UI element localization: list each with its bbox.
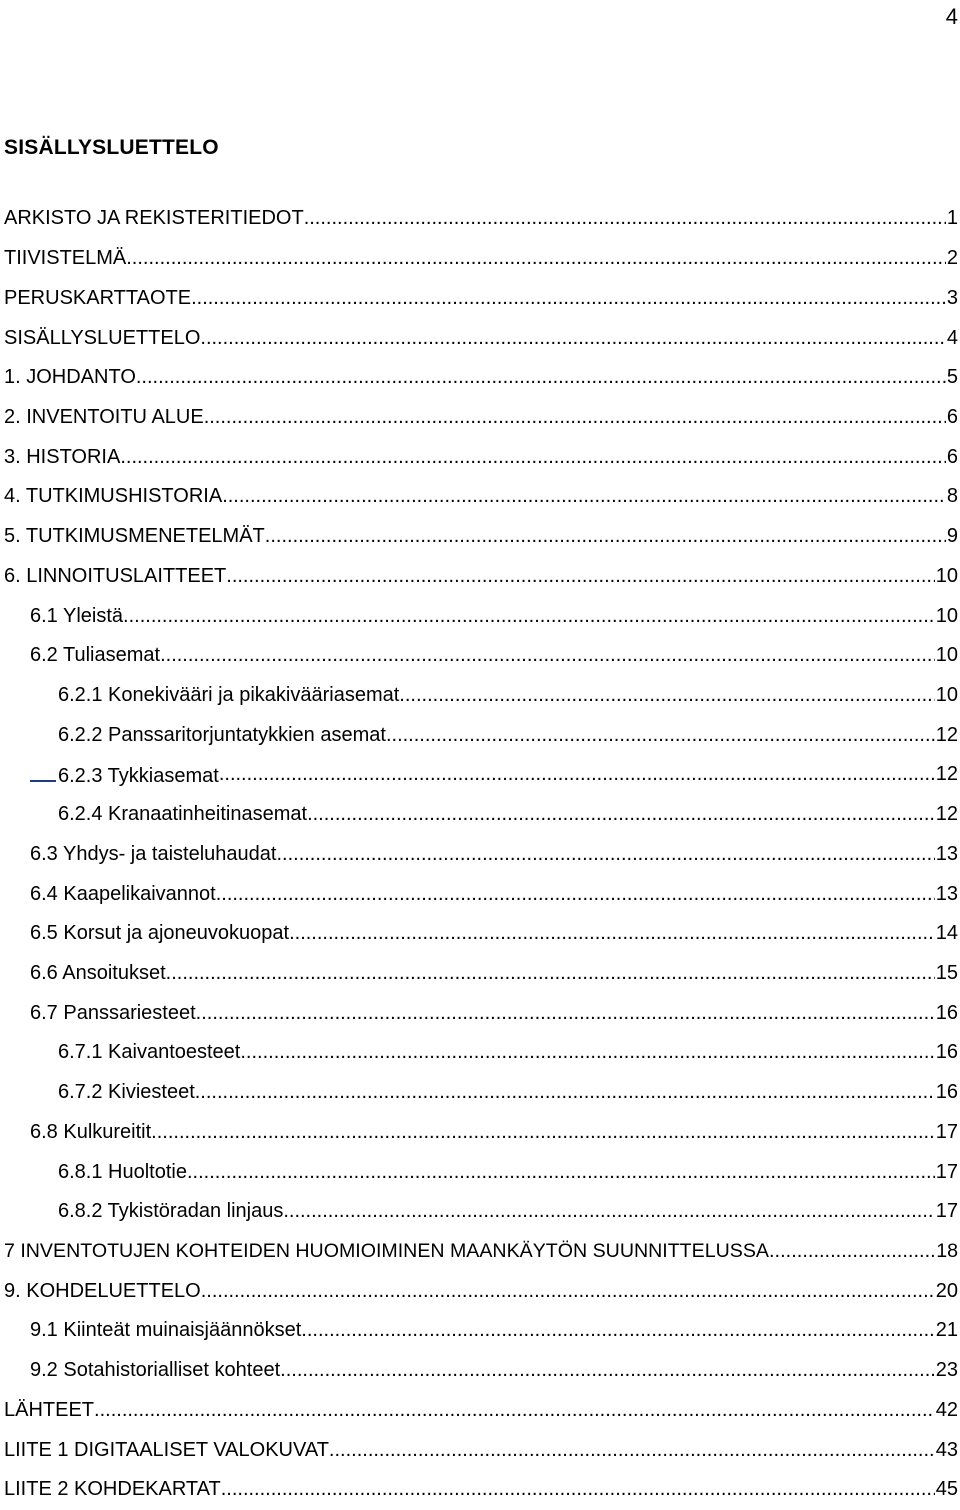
toc-entry-label: [0, 247, 126, 270]
toc-dot-leader: [160, 644, 935, 667]
toc-entry-label: [0, 1161, 187, 1184]
toc-entry-label: [0, 1319, 301, 1342]
toc-entry[interactable]: [0, 1311, 960, 1351]
toc-entry[interactable]: [0, 1351, 960, 1391]
toc-entry-label: [0, 1240, 769, 1263]
toc-entry-page: 3: [946, 286, 958, 309]
toc-entry-page: 1: [946, 207, 958, 230]
toc-dot-leader: [219, 763, 935, 786]
toc-dot-leader: [120, 446, 946, 469]
toc-entry[interactable]: [0, 278, 960, 318]
toc-entry-page: 43: [935, 1438, 958, 1461]
toc-dot-leader: [201, 1280, 935, 1303]
toc-entry-page: 13: [935, 882, 958, 905]
toc-entry-page: 4: [946, 326, 958, 349]
toc-entry[interactable]: [0, 556, 960, 596]
toc-entry-text: 6.6 Ansoitukset: [30, 962, 166, 985]
toc-entry[interactable]: [0, 636, 960, 676]
toc-entry-page: 17: [935, 1160, 958, 1183]
toc-entry-label: [0, 1280, 201, 1303]
toc-entry-text: 6.2.3 Tykkiasemat: [58, 764, 219, 787]
toc-entry-text: LIITE 2 KOHDEKARTAT: [4, 1478, 221, 1501]
toc-entry[interactable]: [0, 1391, 960, 1431]
toc-dot-leader: [204, 406, 946, 429]
toc-entry-label: [0, 922, 289, 945]
toc-dot-leader: [166, 962, 935, 985]
toc-entry-label: [0, 327, 200, 350]
toc-dot-leader: [307, 803, 935, 826]
toc-entry-page: 6: [946, 445, 958, 468]
toc-entry-text: TIIVISTELMÄ: [4, 247, 127, 270]
toc-entry-page: 6: [946, 405, 958, 428]
toc-entry-text: 6.2.2 Panssaritorjuntatykkien asemat: [58, 723, 386, 746]
toc-dot-leader: [301, 1319, 934, 1342]
toc-entry-label: [0, 724, 386, 747]
toc-entry-label: [0, 1200, 283, 1223]
toc-entry-label: [0, 843, 276, 866]
toc-entry-text: 6.2 Tuliasemat: [30, 644, 161, 667]
toc-dot-leader: [386, 724, 935, 747]
toc-entry[interactable]: [0, 1271, 960, 1311]
toc-dot-leader: [280, 1359, 935, 1382]
toc-dot-leader: [769, 1240, 935, 1263]
toc-dot-leader: [216, 883, 935, 906]
toc-entry-page: 8: [946, 485, 958, 508]
toc-entry-page: 12: [935, 723, 958, 746]
toc-entry-page: 10: [935, 604, 958, 627]
toc-entry-text: 6.7.2 Kiviesteet: [58, 1081, 195, 1104]
toc-dot-leader: [136, 366, 946, 389]
hyperlink-underline-mark: [30, 762, 56, 782]
toc-entry-text: 6.7 Panssariesteet: [30, 1001, 196, 1024]
toc-entry-text: 6.4 Kaapelikaivannot: [30, 882, 216, 905]
toc-dot-leader: [191, 287, 946, 310]
toc-dot-leader: [226, 565, 934, 588]
toc-entry-label: [0, 762, 219, 788]
toc-entry-label: [0, 406, 204, 429]
toc-dot-leader: [221, 1478, 935, 1501]
toc-entry[interactable]: [0, 1470, 960, 1510]
toc-dot-leader: [304, 207, 946, 230]
toc-entry-text: 9.2 Sotahistorialliset kohteet: [30, 1359, 281, 1382]
toc-entry-page: 10: [935, 644, 958, 667]
toc-dot-leader: [187, 1161, 935, 1184]
toc-dot-leader: [283, 1200, 934, 1223]
toc-dot-leader: [222, 485, 946, 508]
toc-entry-label: [0, 605, 123, 628]
toc-entry[interactable]: [0, 954, 960, 994]
toc-entry[interactable]: [0, 835, 960, 875]
toc-entry-label: [0, 883, 216, 906]
toc-entry[interactable]: [0, 318, 960, 358]
toc-entry-page: 45: [935, 1478, 958, 1501]
toc-entry-label: [0, 644, 160, 667]
toc-entry-label: [0, 1041, 240, 1064]
toc-entry[interactable]: [0, 1033, 960, 1073]
toc-entry[interactable]: [0, 358, 960, 398]
toc-dot-leader: [151, 1121, 935, 1144]
toc-entry-text: 6.8 Kulkureitit: [30, 1120, 152, 1143]
toc-entry-page: 12: [935, 763, 958, 786]
toc-entry-page: 42: [935, 1398, 958, 1421]
toc-entry[interactable]: [0, 596, 960, 636]
toc-entry-text: LÄHTEET: [4, 1398, 95, 1421]
toc-entry-label: [0, 1002, 196, 1025]
toc-entry-text: 5. TUTKIMUSMENETELMÄT: [4, 525, 265, 548]
toc-entry-label: [0, 485, 222, 508]
toc-dot-leader: [94, 1399, 935, 1422]
toc-entry-text: 6.2.1 Konekivääri ja pikakivääriasemat: [58, 683, 400, 706]
toc-entry-page: 13: [935, 842, 958, 865]
toc-dot-leader: [240, 1041, 934, 1064]
toc-entry-page: 15: [935, 962, 958, 985]
toc-entry-page: 17: [935, 1200, 958, 1223]
toc-entry[interactable]: [0, 239, 960, 279]
toc-entry-text: 2. INVENTOITU ALUE: [4, 405, 204, 428]
toc-entry[interactable]: [0, 517, 960, 557]
toc-dot-leader: [195, 1081, 935, 1104]
toc-entry-label: [0, 962, 166, 985]
toc-entry-text: 6.8.1 Huoltotie: [58, 1160, 187, 1183]
toc-entry-page: 9: [946, 525, 958, 548]
toc-entry-text: PERUSKARTTAOTE: [4, 286, 192, 309]
toc-entry-page: 5: [946, 366, 958, 389]
toc-heading: SISÄLLYSLUETTELO: [4, 136, 219, 159]
toc-entry[interactable]: [0, 398, 960, 438]
toc-entry-page: 14: [935, 922, 958, 945]
toc-entry[interactable]: [0, 477, 960, 517]
toc-entry-page: 10: [935, 683, 958, 706]
toc-entry-page: 23: [935, 1359, 958, 1382]
toc-dot-leader: [329, 1439, 935, 1462]
toc-entry-label: [0, 684, 399, 707]
toc-entry-label: [0, 1081, 195, 1104]
toc-entry-text: LIITE 1 DIGITAALISET VALOKUVAT: [4, 1438, 329, 1461]
toc-entry[interactable]: [0, 755, 960, 795]
toc-entry[interactable]: [0, 1152, 960, 1192]
toc-entry-text: 6.3 Yhdys- ja taisteluhaudat: [30, 842, 277, 865]
toc-entry-page: 17: [935, 1120, 958, 1143]
toc-entry[interactable]: [0, 1430, 960, 1470]
toc-entry[interactable]: [0, 676, 960, 716]
toc-entry-page: 10: [935, 564, 958, 587]
toc-entry-page: 18: [936, 1240, 958, 1263]
toc-entry[interactable]: [0, 1232, 960, 1272]
toc-entry-text: 1. JOHDANTO: [4, 366, 136, 389]
toc-dot-leader: [196, 1002, 935, 1025]
toc-entry-label: [0, 446, 120, 469]
toc-entry-text: 9.1 Kiinteät muinaisjäännökset: [30, 1319, 302, 1342]
toc-entry[interactable]: [0, 874, 960, 914]
toc-dot-leader: [276, 843, 934, 866]
toc-entry-text: 9. KOHDELUETTELO: [4, 1279, 201, 1302]
toc-entry-page: 16: [935, 1081, 958, 1104]
toc-entry-label: [0, 1359, 280, 1382]
toc-entry[interactable]: [0, 715, 960, 755]
toc-entry-text: 6.5 Korsut ja ajoneuvokuopat: [30, 922, 290, 945]
toc-entry-page: 16: [935, 1001, 958, 1024]
toc-entry[interactable]: [0, 1113, 960, 1153]
toc-entry-text: 4. TUTKIMUSHISTORIA: [4, 485, 223, 508]
toc-entry-label: [0, 1399, 94, 1422]
toc-dot-leader: [200, 327, 945, 350]
toc-entry-text: 6.8.2 Tykistöradan linjaus: [58, 1200, 284, 1223]
toc-entry-text: 7 INVENTOTUJEN KOHTEIDEN HUOMIOIMINEN MAANKÄYTÖN SUUNNITTELUSSA: [4, 1240, 769, 1263]
toc-entry-label: [0, 565, 226, 588]
toc-entry-label: [0, 803, 307, 826]
toc-entry-label: [0, 1121, 151, 1144]
toc-dot-leader: [289, 922, 935, 945]
toc-entry-text: 6. LINNOITUSLAITTEET: [4, 564, 227, 587]
page-number: 4: [945, 4, 958, 29]
toc-entry[interactable]: [0, 795, 960, 835]
toc-entry[interactable]: [0, 437, 960, 477]
toc-entry-text: 3. HISTORIA: [4, 445, 121, 468]
toc-entry-label: [0, 207, 304, 230]
toc-entry-text: 6.7.1 Kaivantoesteet: [58, 1041, 241, 1064]
toc-entry-page: 2: [946, 247, 958, 270]
toc-dot-leader: [123, 605, 935, 628]
toc-entry-text: 6.2.4 Kranaatinheitinasemat: [58, 803, 308, 826]
toc-entry[interactable]: [0, 993, 960, 1033]
toc-dot-leader: [399, 684, 934, 707]
toc-entry[interactable]: [0, 1192, 960, 1232]
toc-entry-page: 12: [935, 803, 958, 826]
toc-entry-page: 21: [935, 1319, 958, 1342]
toc-entry-page: 16: [935, 1041, 958, 1064]
toc-entry-label: [0, 366, 136, 389]
toc-entry[interactable]: [0, 199, 960, 239]
toc-entry-text: ARKISTO JA REKISTERITIEDOT: [4, 207, 304, 230]
toc-entry-text: 6.1 Yleistä: [30, 604, 124, 627]
toc-entry-label: [0, 1478, 221, 1501]
toc-entry-label: [0, 287, 191, 310]
toc-dot-leader: [265, 525, 946, 548]
toc-entry[interactable]: [0, 1073, 960, 1113]
toc-entry-text: SISÄLLYSLUETTELO: [4, 326, 201, 349]
table-of-contents: [0, 199, 960, 1510]
toc-entry[interactable]: [0, 914, 960, 954]
toc-entry-page: 20: [935, 1279, 958, 1302]
toc-dot-leader: [126, 247, 946, 270]
toc-entry-label: [0, 525, 265, 548]
toc-entry-label: [0, 1439, 329, 1462]
